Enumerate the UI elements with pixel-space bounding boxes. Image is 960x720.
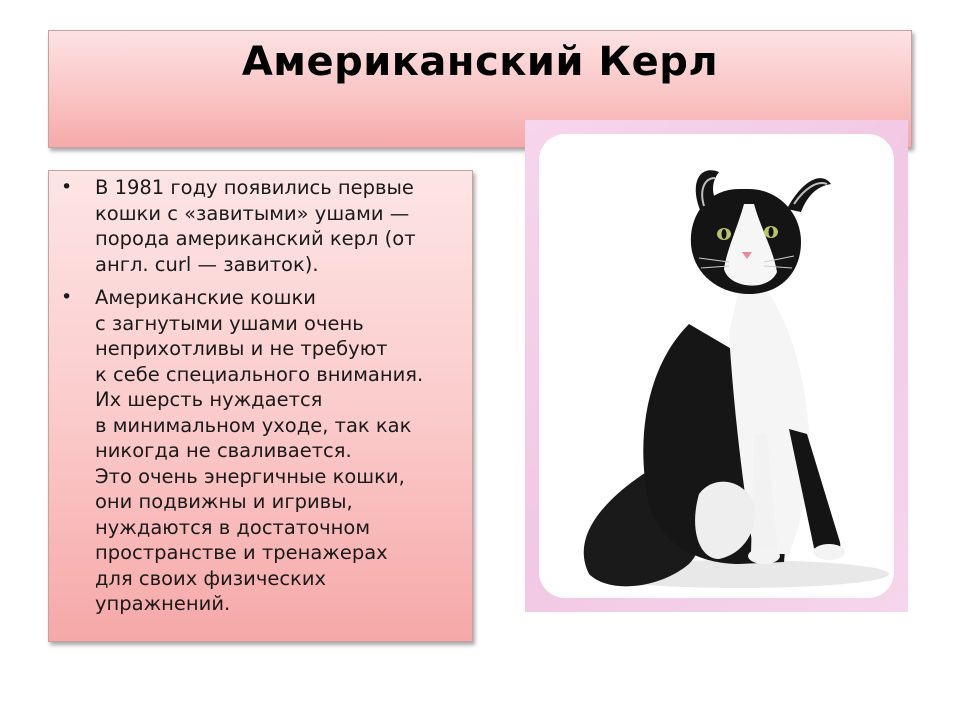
bullet-item — [61, 285, 462, 617]
bullet-text: В 1981 году появились первые кошки с «завитыми» ушами — порода американский керл (от англ. curl — завиток). — [95, 176, 416, 276]
curl-cat-illustration — [539, 134, 894, 598]
pupil-right — [769, 227, 774, 237]
slide-title: Американский Керл — [241, 39, 719, 85]
bullet-item — [61, 175, 462, 277]
bullet-list — [61, 175, 462, 617]
paw-left — [748, 548, 780, 564]
paw-right — [813, 544, 845, 560]
cat-photo-frame — [525, 120, 908, 612]
bullet-dot-icon: • — [61, 286, 73, 308]
pupil-left — [722, 229, 727, 239]
text-box — [48, 170, 473, 642]
cat-photo — [539, 134, 894, 598]
bullet-dot-icon: • — [61, 176, 73, 198]
bullet-text: Американские кошки с загнутыми ушами очень неприхотливы и не требуют к себе специального внимания. Их шерсть нуждается в минимальном уходе, так как никогда не сваливается. Это очень энергичные кошки, они подвижны и игривы, нуждаются в достаточном пространстве и тренажерах для своих физических упражнений. — [95, 286, 424, 615]
